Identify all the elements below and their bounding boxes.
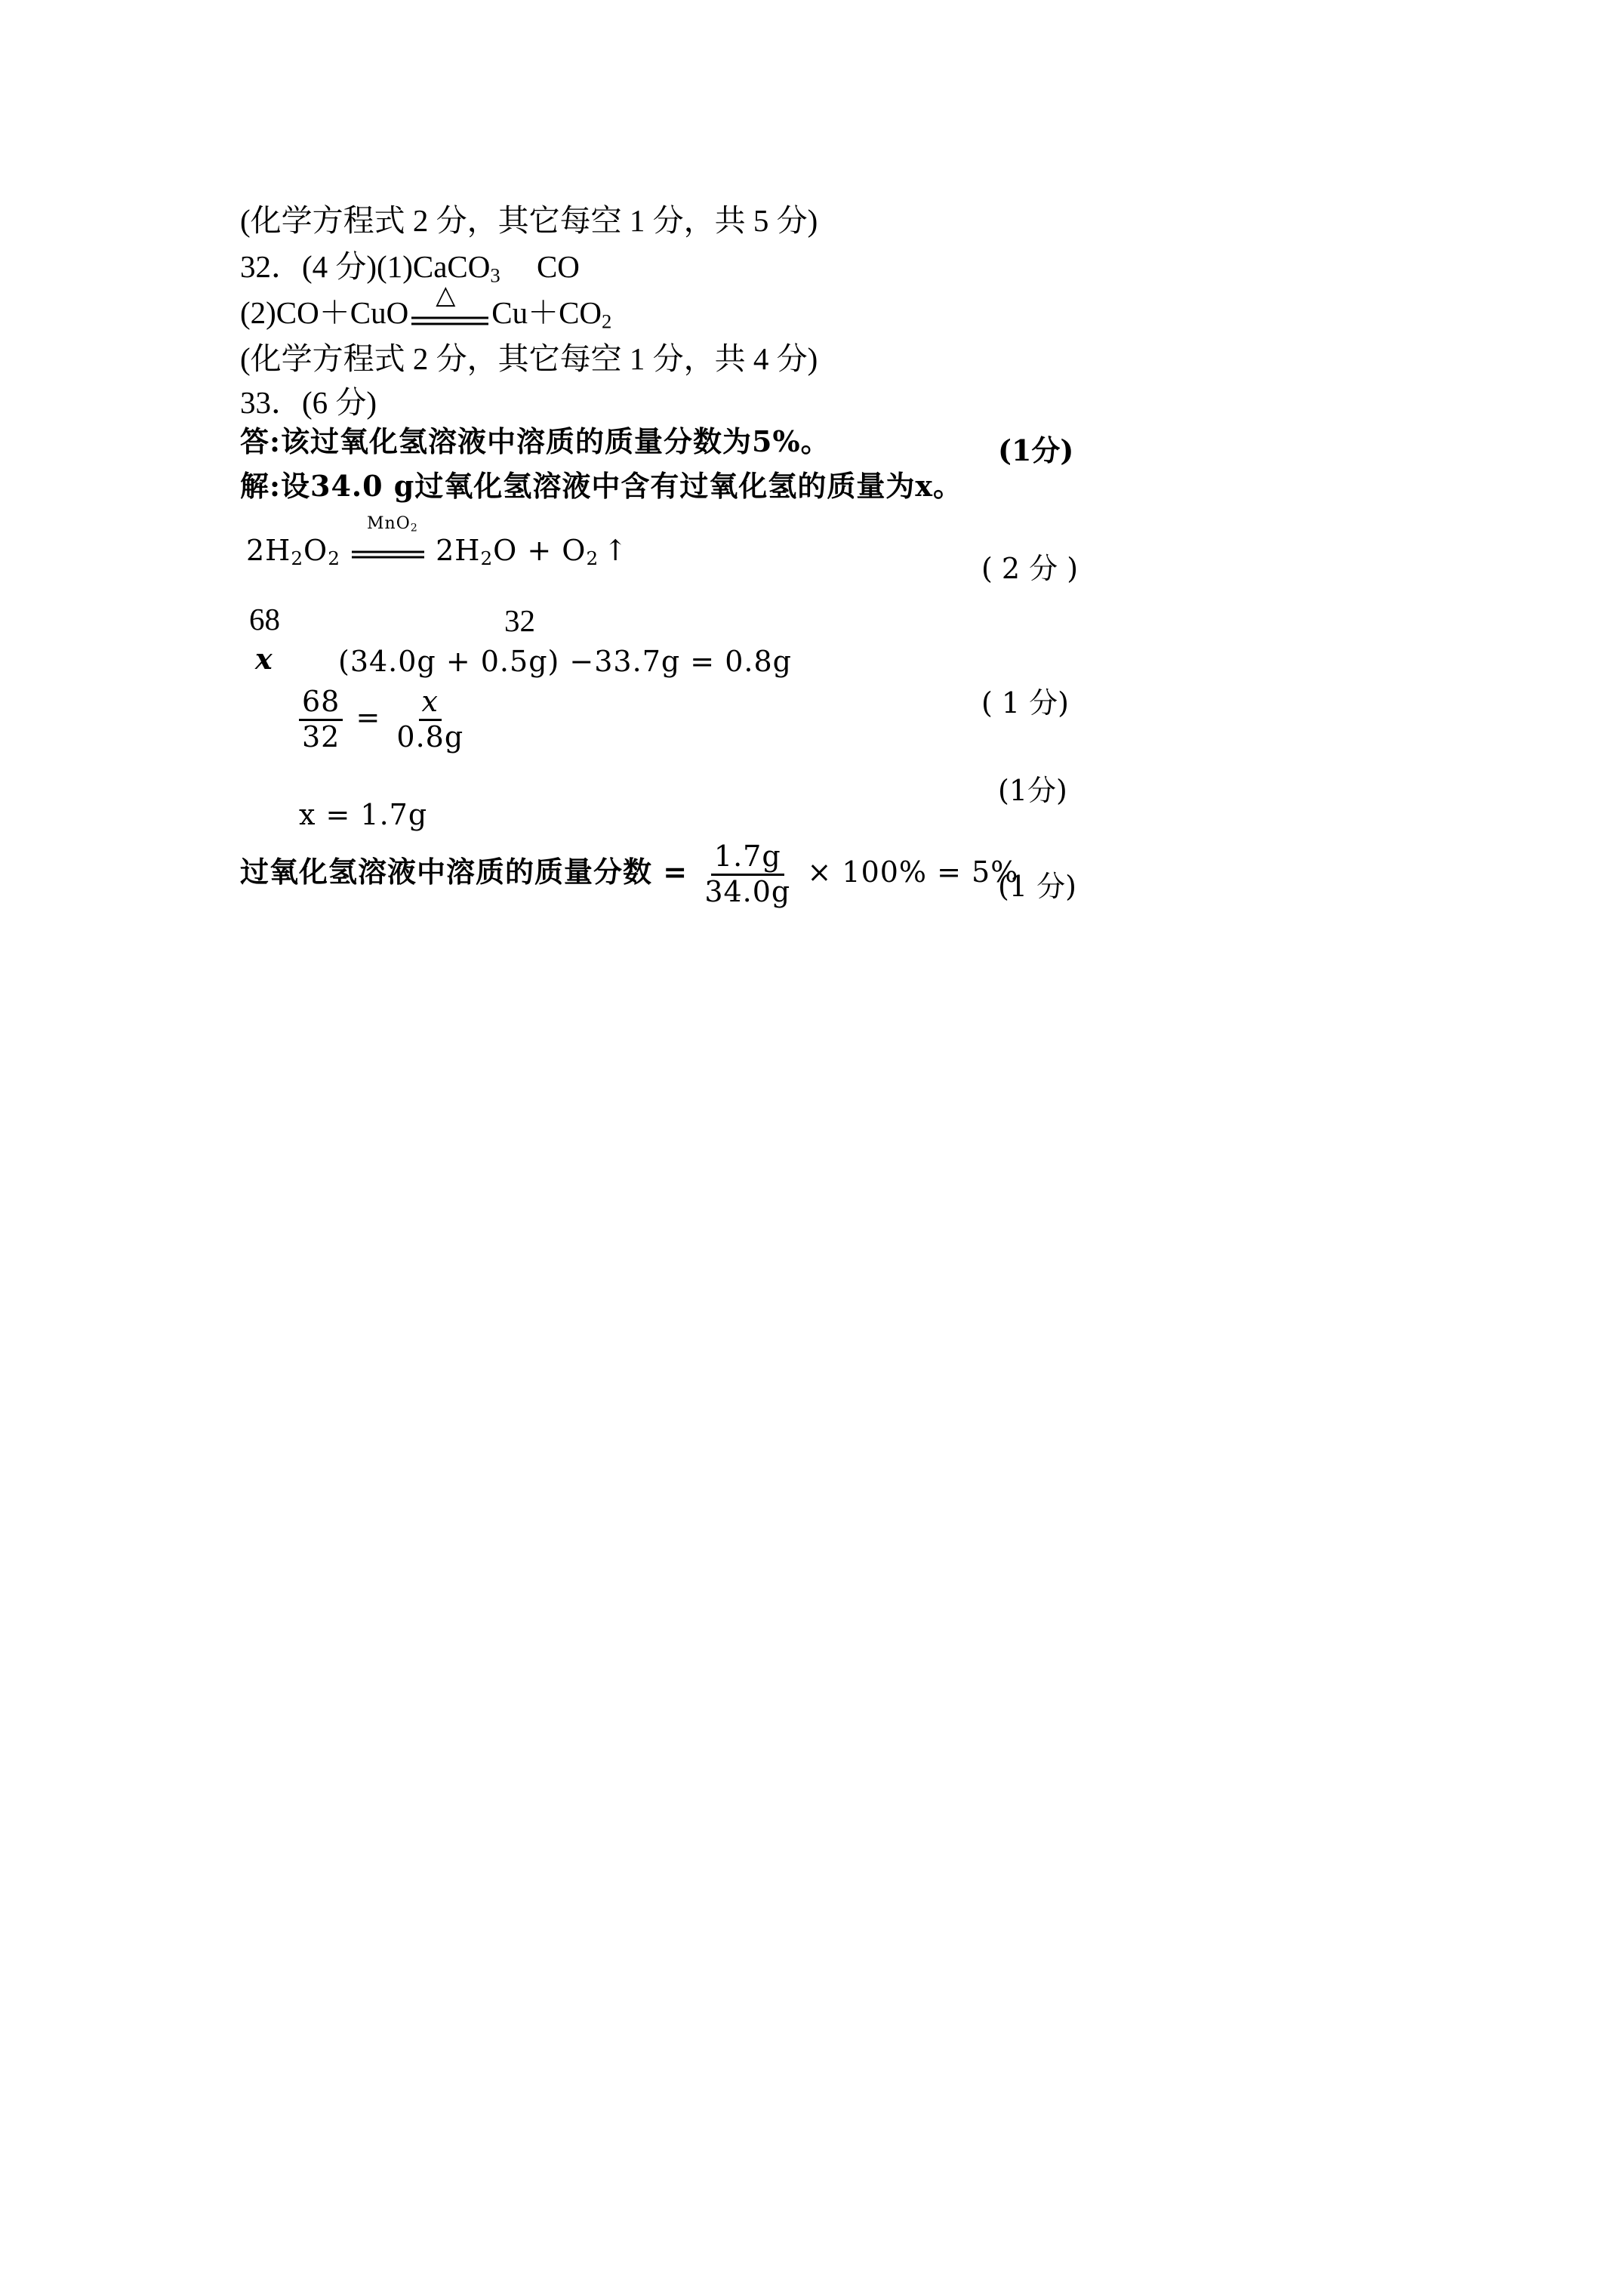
q33-solution: 解:设34.0 g过氧化氢溶液中含有过氧化氢的质量为x。 (240, 469, 963, 503)
ratio-equals: = (356, 700, 381, 734)
x-result-score: (1分) (998, 774, 1067, 807)
ratio-right (393, 687, 467, 753)
double-line-icon (408, 301, 491, 331)
reaction-right-b: O + O (493, 534, 587, 567)
reaction-right-a-sub: 2 (480, 547, 494, 570)
final-num: 1.7g (711, 842, 784, 876)
double-line-icon (350, 538, 426, 569)
q32-title (240, 251, 580, 285)
q33-answer: 答:该过氧化氢溶液中溶质的质量分数为5%。 (240, 424, 830, 458)
q32-eq-prefix: (2)CO＋CuO (240, 295, 409, 330)
reaction-right-a: 2H (436, 534, 481, 567)
q32-title-text: 32．(4 分)(1)CaCO (240, 249, 491, 284)
q32-title-tail: CO (536, 249, 580, 284)
catalyst-label (367, 513, 418, 535)
catalyst-text: MnO (367, 513, 411, 533)
catalyst-sub: 2 (410, 522, 418, 535)
heat-condition-icon: △ (436, 281, 456, 310)
header-note: (化学方程式 2 分，其它每空 1 分，共 5 分) (240, 203, 818, 238)
ratio-left-den: 32 (302, 720, 340, 754)
reaction-right-b-sub: 2 (586, 547, 599, 570)
reaction-left-sub2: 2 (328, 547, 340, 570)
final-tail: × 100% = 5% (807, 855, 1019, 889)
final-line (240, 842, 1018, 908)
final-score: (1 分) (998, 870, 1076, 903)
x-label: x (255, 642, 273, 676)
q32-title-sub: 3 (490, 264, 500, 287)
mass-calc: (34.0g + 0.5g) −33.7g = 0.8g (338, 645, 792, 678)
reaction-left-sub1: 2 (291, 547, 304, 570)
final-fraction (701, 842, 793, 908)
q32-equation (240, 281, 612, 333)
mass-32: 32 (504, 603, 535, 638)
mass-68: 68 (249, 602, 280, 636)
q32-note: (化学方程式 2 分，其它每空 1 分，共 4 分) (240, 341, 818, 376)
reaction-left: 2H (246, 534, 291, 567)
up-arrow-icon: ↑ (603, 534, 629, 567)
q32-eq-product-sub: 2 (602, 310, 612, 333)
q33-title: 33．(6 分) (240, 385, 377, 420)
ratio-left-num: 68 (299, 687, 343, 721)
ratio-right-num: x (419, 687, 442, 721)
final-den: 34.0g (704, 874, 791, 908)
q33-reaction (246, 513, 629, 570)
q32-eq-product: Cu＋CO (491, 295, 602, 330)
equals-condition-sign (408, 281, 491, 331)
ratio-right-den: 0.8g (396, 720, 464, 754)
ratio-score: ( 1 分) (981, 686, 1069, 720)
ratio-equation (296, 687, 470, 753)
reaction-left-mid: O (303, 534, 328, 567)
x-result: x = 1.7g (299, 798, 428, 831)
final-prefix: 过氧化氢溶液中溶质的质量分数 = (240, 854, 688, 889)
ratio-left (299, 687, 343, 753)
q33-answer-score: (1分) (998, 433, 1074, 467)
catalyst-sign (350, 513, 426, 569)
reaction-score: ( 2 分 ) (981, 552, 1079, 585)
